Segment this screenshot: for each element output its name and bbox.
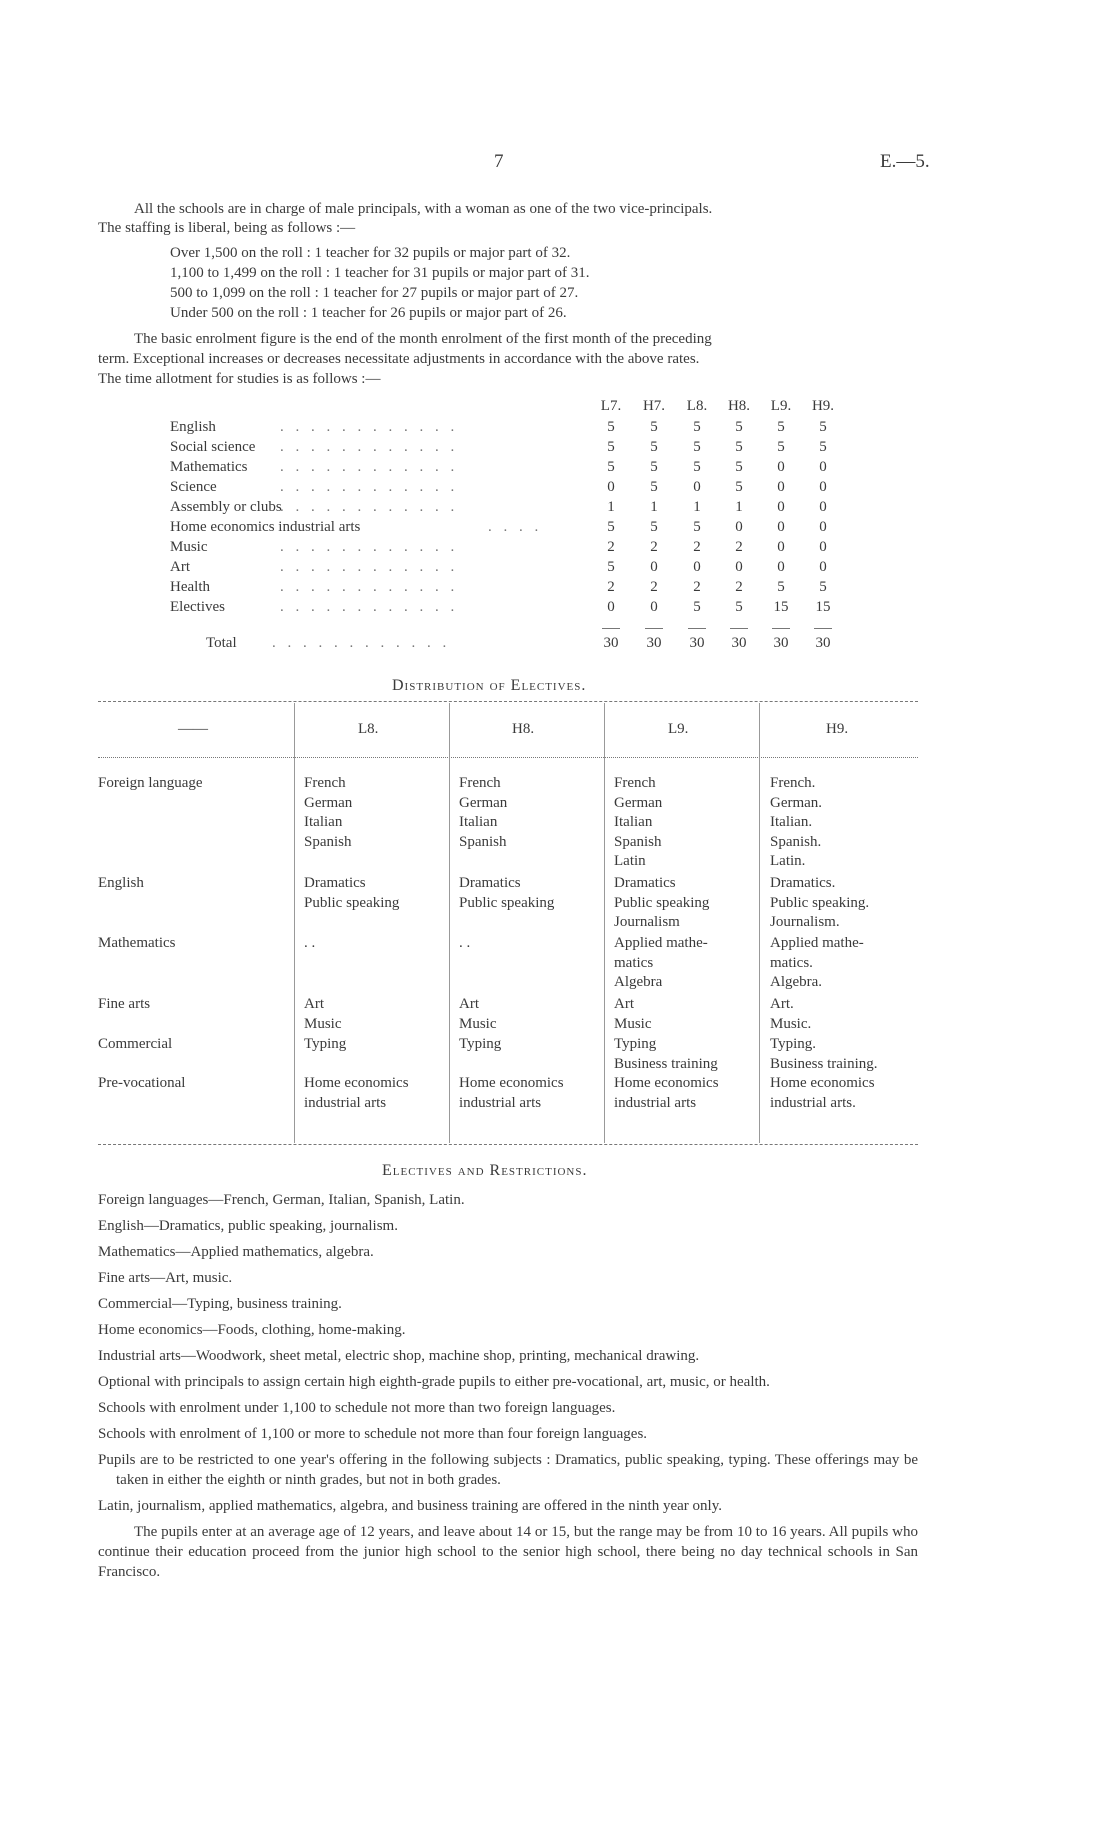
dist-header-h9: H9. xyxy=(826,721,849,737)
allotment-value: 2 xyxy=(607,539,615,555)
elective-item-h9: Journalism. xyxy=(770,914,840,930)
enrolment-line-1: The basic enrolment figure is the end of the month enrolment of the first month of the preceding xyxy=(134,331,712,347)
total-h9: 30 xyxy=(815,635,831,651)
allotment-value: 2 xyxy=(693,579,701,595)
elective-item-l9: Public speaking xyxy=(614,894,710,911)
allotment-value: 5 xyxy=(693,519,701,535)
elective-group-label: Pre-vocational xyxy=(98,1075,186,1091)
restriction-item: Mathematics—Applied mathematics, algebra. xyxy=(98,1244,374,1260)
staffing-rule-2: 1,100 to 1,499 on the roll : 1 teacher for 31 pupils or major part of 31. xyxy=(170,265,590,281)
allotment-value: 5 xyxy=(819,419,827,435)
allotment-value: 5 xyxy=(735,459,743,475)
elective-item-h9: Algebra. xyxy=(770,974,823,990)
elective-item-h8: Dramatics xyxy=(459,875,521,891)
allotment-value: 0 xyxy=(735,559,743,575)
elective-item-h9: Applied mathe- xyxy=(770,935,864,951)
elective-item-l8: . . xyxy=(304,935,316,951)
allotment-value: 0 xyxy=(819,559,827,575)
allotment-value: 2 xyxy=(650,579,658,595)
elective-item-h9: French. xyxy=(770,775,816,791)
elective-item-h9: Latin. xyxy=(770,853,806,869)
col-header-h9: H9. xyxy=(811,398,835,414)
allotment-value: 0 xyxy=(777,519,785,535)
total-l8: 30 xyxy=(689,635,705,651)
allotment-subject: Assembly or clubs xyxy=(170,499,282,515)
col-header-h7: H7. xyxy=(642,398,666,414)
allotment-subject: Music xyxy=(170,539,208,555)
allotment-value: 0 xyxy=(735,519,743,535)
total-h8: 30 xyxy=(731,635,747,651)
elective-item-l9: Latin xyxy=(614,853,646,869)
elective-item-h9: Typing. xyxy=(770,1036,817,1052)
restriction-item: Pupils are to be restricted to one year's offering in the following subjects : Dramatics, public speaking, typing. These offerings may be taken in either the eighth or ninth grades, but not in both grades. xyxy=(98,1452,918,1488)
elective-item-l8: Spanish xyxy=(304,833,352,850)
elective-group-label: English xyxy=(98,875,144,891)
elective-item-h9: Italian. xyxy=(770,814,813,830)
elective-item-h9: industrial arts. xyxy=(770,1094,856,1111)
total-label: Total xyxy=(206,635,237,651)
allotment-value: 2 xyxy=(607,579,615,595)
elective-item-l9: Dramatics xyxy=(614,875,676,891)
allotment-value: 5 xyxy=(819,439,827,455)
allotment-value: 15 xyxy=(773,599,789,615)
elective-item-l9: Music xyxy=(614,1015,652,1032)
elective-group-label: Fine arts xyxy=(98,996,151,1012)
allotment-value: 0 xyxy=(777,559,785,575)
allotment-subject: Home economics industrial arts xyxy=(170,519,361,535)
elective-item-h9: Dramatics. xyxy=(770,875,836,891)
elective-item-l8: Dramatics xyxy=(304,875,366,891)
allotment-subject: Art xyxy=(170,559,190,575)
elective-item-h8: . . xyxy=(459,935,471,951)
elective-item-l9: French xyxy=(614,775,656,791)
staffing-rule-1: Over 1,500 on the roll : 1 teacher for 32 pupils or major part of 32. xyxy=(170,245,571,261)
allotment-value: 5 xyxy=(650,419,658,435)
intro-line-1: All the schools are in charge of male principals, with a woman as one of the two vice-principals. xyxy=(134,201,713,217)
elective-item-l9: Home economics xyxy=(614,1075,719,1091)
col-header-l9: L9. xyxy=(770,398,792,414)
col-header-l8: L8. xyxy=(686,398,708,414)
distribution-title: Distribution of Electives. xyxy=(392,677,587,694)
allotment-value: 1 xyxy=(650,499,658,515)
allotment-value: 5 xyxy=(607,459,615,475)
allotment-value: 5 xyxy=(693,439,701,455)
elective-item-l9: Applied mathe- xyxy=(614,935,708,951)
allotment-value: 0 xyxy=(693,479,701,495)
elective-item-l9: Algebra xyxy=(614,974,663,990)
allotment-value: 5 xyxy=(607,439,615,455)
allotment-value: 0 xyxy=(777,539,785,555)
elective-item-h8: French xyxy=(459,775,501,791)
restriction-item: Foreign languages—French, German, Italian, Spanish, Latin. xyxy=(98,1192,465,1208)
elective-item-l8: Italian xyxy=(304,814,343,830)
intro-line-2: The staffing is liberal, being as follows :— xyxy=(98,220,356,236)
elective-group-label: Commercial xyxy=(98,1036,173,1052)
elective-group-label: Mathematics xyxy=(98,935,176,951)
allotment-value: 2 xyxy=(735,579,743,595)
allotment-value: 5 xyxy=(819,579,827,595)
allotment-subject: Health xyxy=(170,579,210,595)
restriction-item: Commercial—Typing, business training. xyxy=(98,1296,342,1312)
allotment-value: 5 xyxy=(607,419,615,435)
elective-item-h8: industrial arts xyxy=(459,1094,542,1111)
total-l9: 30 xyxy=(773,635,789,651)
elective-item-h9: German. xyxy=(770,794,823,811)
restriction-item: Fine arts—Art, music. xyxy=(98,1270,233,1286)
allotment-value: 0 xyxy=(819,459,827,475)
elective-item-l8: Typing xyxy=(304,1036,347,1052)
elective-item-l8: German xyxy=(304,794,353,811)
allotment-value: 2 xyxy=(650,539,658,555)
allotment-value: 5 xyxy=(650,479,658,495)
allotment-value: 0 xyxy=(819,479,827,495)
elective-item-h8: Italian xyxy=(459,814,498,830)
allotment-value: 0 xyxy=(777,459,785,475)
allotment-subject: Social science xyxy=(170,439,256,455)
allotment-value: 5 xyxy=(735,599,743,615)
restriction-item: Schools with enrolment under 1,100 to schedule not more than two foreign languages. xyxy=(98,1400,616,1416)
allotment-value: 5 xyxy=(735,439,743,455)
allotment-value: 0 xyxy=(693,559,701,575)
staffing-rule-4: Under 500 on the roll : 1 teacher for 26 pupils or major part of 26. xyxy=(170,305,567,321)
page-reference: E.—5. xyxy=(880,151,930,172)
dist-header-l8: L8. xyxy=(358,721,379,737)
allotment-value: 1 xyxy=(607,499,615,515)
dist-header-l9: L9. xyxy=(668,721,689,737)
elective-item-h8: Home economics xyxy=(459,1075,564,1091)
allotment-value: 0 xyxy=(819,539,827,555)
restrictions-list xyxy=(98,1190,918,1582)
elective-item-h8: Typing xyxy=(459,1036,502,1052)
restriction-item: Industrial arts—Woodwork, sheet metal, electric shop, machine shop, printing, mechanical drawing. xyxy=(98,1348,700,1364)
elective-item-l9: Business training xyxy=(614,1055,718,1072)
allotment-value: 5 xyxy=(777,579,785,595)
elective-item-l8: French xyxy=(304,775,346,791)
allotment-value: 15 xyxy=(815,599,831,615)
allotment-value: 0 xyxy=(650,559,658,575)
elective-item-l9: Art xyxy=(614,996,634,1012)
elective-item-h8: Music xyxy=(459,1015,497,1032)
elective-item-l9: Journalism xyxy=(614,914,680,930)
allotment-value: 0 xyxy=(819,499,827,515)
allotment-subject: Electives xyxy=(170,599,225,615)
elective-item-h9: Public speaking. xyxy=(770,894,870,911)
dist-corner: —— xyxy=(178,721,208,737)
elective-item-h9: Business training. xyxy=(770,1055,878,1072)
elective-item-l9: German xyxy=(614,794,663,811)
closing-paragraph: The pupils enter at an average age of 12 years, and leave about 14 or 15, but the range may be from 10 to 16 years. All pupils who continue their education proceed from the junior high school to the senior high school, there being no day technical schools in San Francisco. xyxy=(98,1524,918,1580)
elective-item-l9: matics xyxy=(614,954,654,971)
dist-header-h8: H8. xyxy=(512,721,535,737)
allotment-value: 5 xyxy=(693,419,701,435)
total-h7: 30 xyxy=(646,635,662,651)
enrolment-line-2: term. Exceptional increases or decreases necessitate adjustments in accordance with the above rates. xyxy=(98,351,700,367)
allotment-value: 0 xyxy=(607,479,615,495)
elective-item-h9: Music. xyxy=(770,1015,812,1032)
elective-item-h8: Public speaking xyxy=(459,894,555,911)
allotment-value: 5 xyxy=(735,419,743,435)
allotment-value: 5 xyxy=(777,419,785,435)
restriction-item: Schools with enrolment of 1,100 or more to schedule not more than four foreign languages. xyxy=(98,1426,648,1442)
allotment-value: 5 xyxy=(735,479,743,495)
allotment-value: 5 xyxy=(693,459,701,475)
elective-item-h8: Art xyxy=(459,996,479,1012)
elective-item-l8: industrial arts xyxy=(304,1094,387,1111)
allotment-value: 0 xyxy=(777,479,785,495)
elective-item-l8: Music xyxy=(304,1015,342,1032)
enrolment-line-3: The time allotment for studies is as follows :— xyxy=(98,371,381,387)
allotment-value: 5 xyxy=(650,519,658,535)
allotment-subject: English xyxy=(170,419,216,435)
page-number: 7 xyxy=(494,151,504,172)
allotment-value: 5 xyxy=(777,439,785,455)
elective-item-l9: Spanish xyxy=(614,833,662,850)
elective-item-l8: Home economics xyxy=(304,1075,409,1091)
elective-item-l9: industrial arts xyxy=(614,1094,697,1111)
elective-item-l9: Typing xyxy=(614,1036,657,1052)
allotment-value: 0 xyxy=(819,519,827,535)
allotment-value: 5 xyxy=(693,599,701,615)
elective-item-l8: Public speaking xyxy=(304,894,400,911)
elective-item-h9: Spanish. xyxy=(770,833,822,850)
staffing-rule-3: 500 to 1,099 on the roll : 1 teacher for 27 pupils or major part of 27. xyxy=(170,285,579,301)
elective-item-l8: Art xyxy=(304,996,324,1012)
elective-item-h9: Home economics xyxy=(770,1075,875,1091)
elective-item-h9: matics. xyxy=(770,954,813,971)
allotment-subject: Science xyxy=(170,479,217,495)
restriction-item: Optional with principals to assign certain high eighth-grade pupils to either pre-vocational, art, music, or health. xyxy=(98,1374,770,1390)
allotment-value: 2 xyxy=(693,539,701,555)
allotment-value: 5 xyxy=(607,559,615,575)
allotment-value: 2 xyxy=(735,539,743,555)
restriction-item: Latin, journalism, applied mathematics, algebra, and business training are offered in the ninth year only. xyxy=(98,1498,722,1514)
elective-group-label: Foreign language xyxy=(98,775,203,791)
allotment-value: 0 xyxy=(777,499,785,515)
col-header-l7: L7. xyxy=(600,398,622,414)
allotment-value: 5 xyxy=(650,459,658,475)
elective-item-h8: German xyxy=(459,794,508,811)
elective-item-h8: Spanish xyxy=(459,833,507,850)
col-header-h8: H8. xyxy=(727,398,751,414)
allotment-value: 1 xyxy=(693,499,701,515)
allotment-value: 0 xyxy=(650,599,658,615)
allotment-value: 5 xyxy=(607,519,615,535)
allotment-subject: Mathematics xyxy=(170,459,248,475)
restriction-item: Home economics—Foods, clothing, home-making. xyxy=(98,1322,406,1338)
elective-item-h9: Art. xyxy=(770,996,794,1012)
total-l7: 30 xyxy=(603,635,619,651)
allotment-value: 5 xyxy=(650,439,658,455)
restrictions-title: Electives and Restrictions. xyxy=(382,1162,588,1179)
restriction-item: English—Dramatics, public speaking, journalism. xyxy=(98,1218,398,1234)
elective-item-l9: Italian xyxy=(614,814,653,830)
allotment-value: 0 xyxy=(607,599,615,615)
allotment-value: 1 xyxy=(735,499,743,515)
